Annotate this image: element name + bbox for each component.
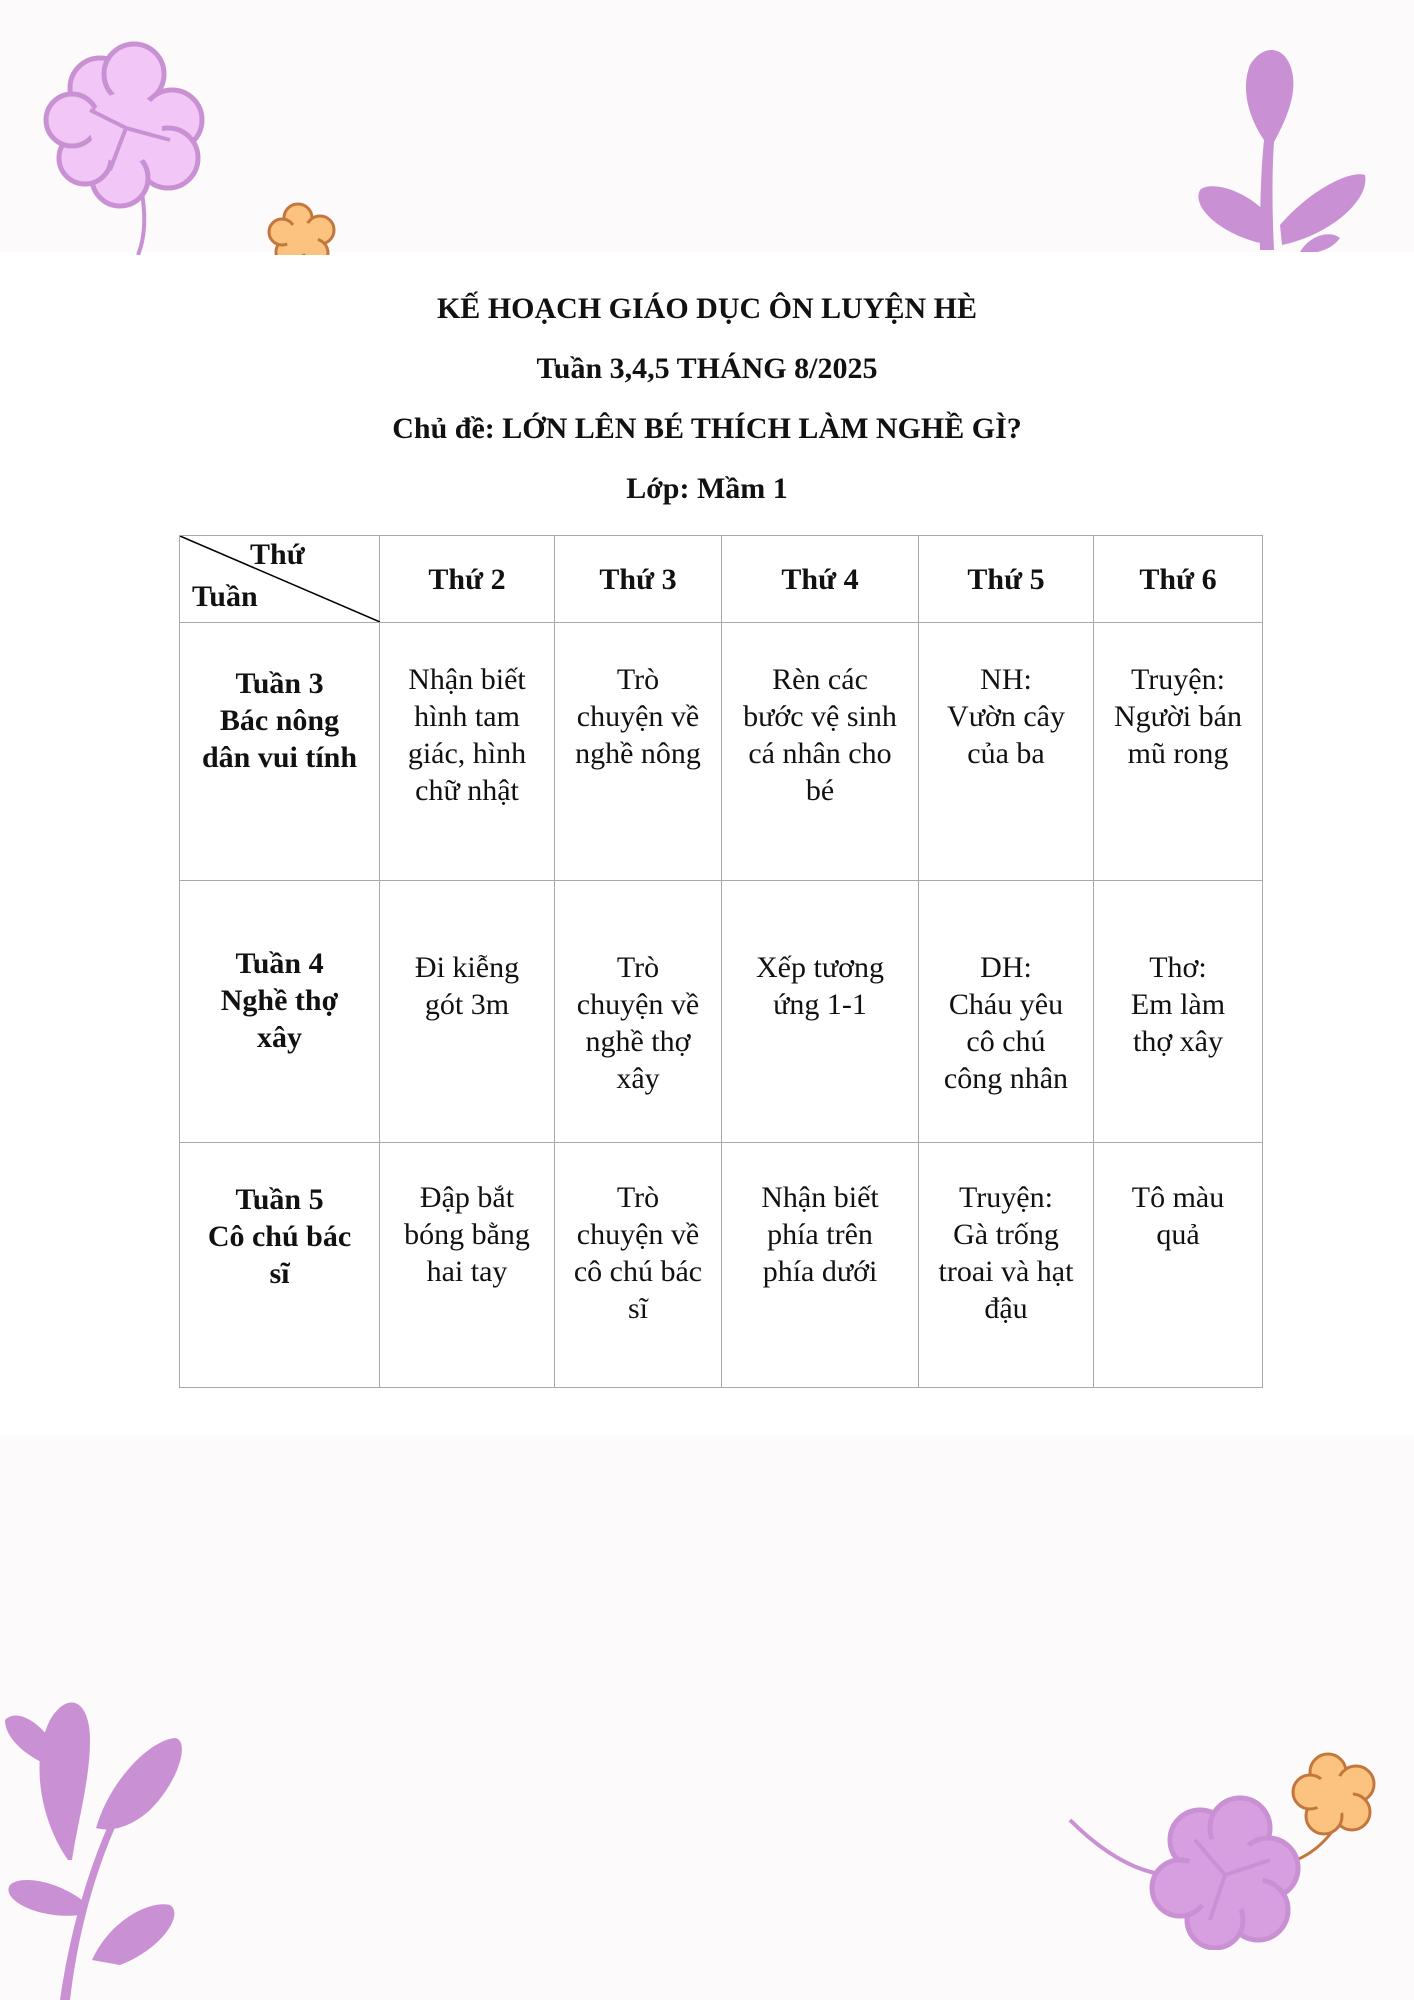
activity-line: Cháu yêu	[948, 988, 1064, 1021]
activity-line: Truyện:	[959, 1181, 1053, 1214]
week-topic-line: Cô chú bác	[207, 1220, 352, 1253]
day-header: Thứ 3	[555, 536, 722, 623]
week-topic-line: Bác nông	[219, 704, 340, 737]
activity-line: Rèn các	[772, 663, 868, 696]
activity-line: Trò	[616, 951, 660, 984]
activity-line: DH:	[980, 951, 1032, 984]
table-row	[180, 1143, 1263, 1388]
activity-line: Nhận biết	[408, 663, 526, 696]
activity-cell	[555, 881, 722, 1143]
table-row	[180, 623, 1263, 881]
activity-line: Đi kiễng	[414, 951, 520, 984]
week-topic-line: xây	[257, 1021, 302, 1054]
activity-line: giác, hình	[407, 737, 527, 770]
activity-cell	[722, 1143, 919, 1388]
leaf-branch-icon	[0, 1660, 200, 2000]
document-title: KẾ HOẠCH GIÁO DỤC ÔN LUYỆN HÈ	[436, 292, 978, 325]
activity-line: bóng bằng	[404, 1218, 530, 1251]
week-number: Tuần 4	[235, 947, 324, 980]
activity-line: nghề thợ	[585, 1025, 691, 1058]
activity-line: đậu	[984, 1292, 1028, 1325]
activity-line: Em làm	[1130, 988, 1226, 1021]
activity-line: cô chú bác	[573, 1255, 703, 1288]
activity-cell	[1094, 881, 1263, 1143]
activity-line: cá nhân cho	[748, 737, 892, 770]
activity-line: hai tay	[426, 1255, 508, 1288]
week-topic-line: sĩ	[269, 1257, 290, 1290]
schedule-table	[179, 535, 1263, 1388]
corner-week-label: Tuần	[192, 580, 258, 613]
activity-line: Truyện:	[1131, 663, 1225, 696]
activity-cell	[722, 881, 919, 1143]
clover-flower-icon	[1060, 1710, 1380, 1950]
activity-line: Trò	[616, 663, 660, 696]
activity-line: hình tam	[414, 700, 520, 733]
activity-line: Người bán	[1114, 700, 1242, 733]
week-topic-line: Nghề thợ	[220, 984, 339, 1017]
activity-cell	[1094, 1143, 1263, 1388]
corner-day-label: Thứ	[250, 538, 305, 571]
activity-line: troai và hạt	[938, 1255, 1074, 1288]
activity-line: sĩ	[627, 1292, 648, 1325]
week-topic-line: dân vui tính	[201, 741, 358, 774]
table-row	[180, 881, 1263, 1143]
activity-line: NH:	[980, 663, 1032, 696]
activity-cell	[555, 1143, 722, 1388]
activity-line: Trò	[616, 1181, 660, 1214]
activity-line: chuyện về	[576, 700, 700, 733]
leaf-sprig-icon	[1190, 50, 1370, 252]
activity-line: Xếp tương	[756, 951, 884, 984]
activity-line: phía dưới	[762, 1255, 878, 1288]
activity-line: chữ nhật	[415, 774, 519, 807]
clover-flower-icon	[30, 40, 340, 255]
document-class: Lớp: Mầm 1	[626, 472, 788, 505]
activity-line: quả	[1156, 1218, 1200, 1251]
activity-cell	[380, 881, 555, 1143]
week-number: Tuần 5	[235, 1183, 324, 1216]
activity-cell	[380, 1143, 555, 1388]
activity-line: ứng 1-1	[773, 988, 867, 1021]
activity-line: chuyện về	[576, 988, 700, 1021]
document-period: Tuần 3,4,5 THÁNG 8/2025	[536, 352, 878, 385]
activity-cell	[919, 1143, 1094, 1388]
activity-cell	[722, 623, 919, 881]
day-header: Thứ 5	[919, 536, 1094, 623]
activity-line: xây	[616, 1062, 660, 1095]
activity-line: gót 3m	[424, 988, 510, 1021]
activity-cell	[380, 623, 555, 881]
day-header: Thứ 4	[722, 536, 919, 623]
activity-cell	[919, 881, 1094, 1143]
activity-line: mũ rong	[1127, 737, 1229, 770]
activity-line: Tô màu	[1131, 1181, 1225, 1214]
activity-line: Nhận biết	[761, 1181, 879, 1214]
activity-line: phía trên	[767, 1218, 873, 1251]
activity-line: Gà trống	[953, 1218, 1059, 1251]
day-header: Thứ 6	[1094, 536, 1263, 623]
activity-cell	[555, 623, 722, 881]
week-number: Tuần 3	[235, 667, 324, 700]
activity-line: công nhân	[943, 1062, 1069, 1095]
table-header-row	[180, 536, 1263, 623]
activity-line: Vườn cây	[947, 700, 1065, 733]
activity-line: chuyện về	[576, 1218, 700, 1251]
activity-line: cô chú	[966, 1025, 1046, 1058]
activity-line: thợ xây	[1132, 1025, 1223, 1058]
corner-header-cell	[180, 536, 380, 623]
activity-line: bé	[805, 774, 835, 807]
activity-line: nghề nông	[575, 737, 701, 770]
week-cell	[180, 881, 380, 1143]
activity-cell	[1094, 623, 1263, 881]
week-cell	[180, 623, 380, 881]
activity-line: Thơ:	[1149, 951, 1207, 984]
day-header: Thứ 2	[380, 536, 555, 623]
activity-line: Đập bắt	[419, 1181, 515, 1214]
activity-line: bước vệ sinh	[743, 700, 897, 733]
week-cell	[180, 1143, 380, 1388]
activity-line: của ba	[967, 737, 1045, 770]
document-theme: Chủ đề: LỚN LÊN BÉ THÍCH LÀM NGHỀ GÌ?	[392, 412, 1022, 445]
activity-cell	[919, 623, 1094, 881]
